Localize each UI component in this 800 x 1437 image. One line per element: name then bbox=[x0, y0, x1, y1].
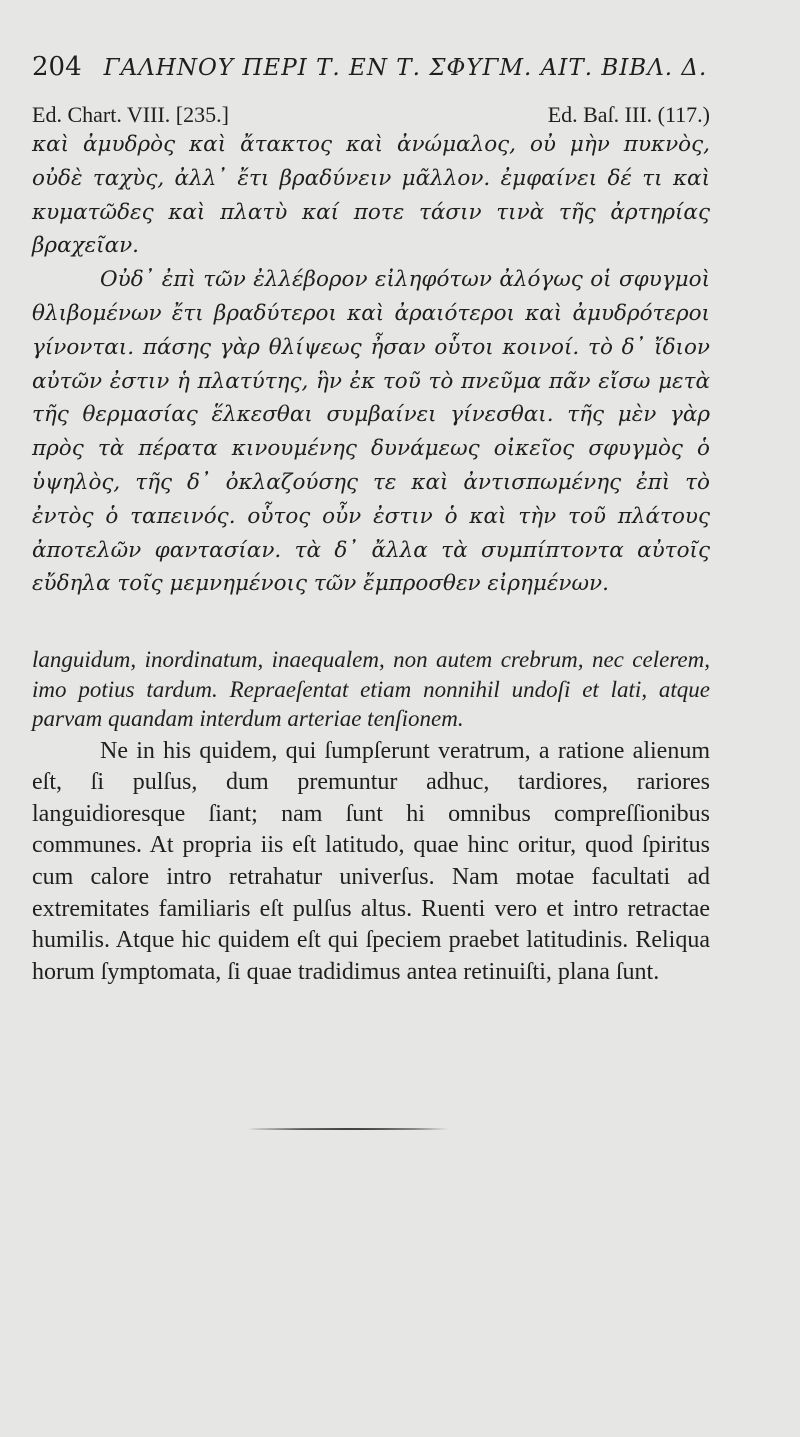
latin-italic-text bbox=[32, 645, 710, 734]
page-header bbox=[32, 52, 710, 82]
edition-right: Ed. Baſ. III. (117.) bbox=[547, 102, 710, 127]
greek-paragraph-2: Οὐδ᾽ ἐπὶ τῶν ἐλλέβορον εἰληφότων ἀλόγως οἱ σφυγμοὶ θλιβομένων ἔτι βραδύτεροι καὶ ἀραιότεροι καὶ ἀμυδρότεροι γίνονται. πάσης γὰρ θλίψεως ἦσαν οὗτοι κοινοί. τὸ δ᾽ ἴδιον αὐτῶν ἐστιν ἡ πλατύτης, ἣν ἐκ τοῦ τὸ πνεῦμα πᾶν εἴσω μετὰ τῆς θερμασίας ἕλκεσθαι συμβαίνει γίνεσθαι. τῆς μὲν γὰρ πρὸς τὰ πέρατα κινουμένης δυνάμεως οἰκεῖος σφυγμὸς ὁ ὑψηλὸς, τῆς δ᾽ ὀκλαζούσης τε καὶ ἀντισπωμένης ἐπὶ τὸ ἐντὸς ὁ ταπεινός. οὗτος οὖν ἐστιν ὁ καὶ τὴν τοῦ πλάτους ἀποτελῶν φαντασίαν. τὰ δ᾽ ἄλλα τὰ συμπίπτοντα αὐτοῖς εὔδηλα τοῖς μεμνημένοις τῶν ἔμπροσθεν εἰρημένων. bbox=[32, 267, 710, 597]
running-title: ΓΑΛΗΝΟΥ ΠΕΡΙ Τ. ΕΝ Τ. ΣΦΥΓΜ. ΑΙΤ. ΒΙΒΛ. Δ. bbox=[103, 55, 708, 81]
section-end-rule bbox=[248, 1127, 448, 1131]
latin-paragraph-1: Ne in his quidem, qui ſumpſerunt veratrum, a ratione alienum eſt, ſi pulſus, dum premuntur adhuc, tardiores, rariores languidioresque ſiant; nam ſunt hi omnibus compreſſionibus communes. At propria iis eſt latitudo, quae hinc oritur, quod ſpiritus cum calore intro retrahatur univerſus. Nam motae facultati ad extremitates familiaris eſt pulſus altus. Ruenti vero et intro retractae humilis. Atque hic quidem eſt qui ſpeciem praebet latitudinis. Reliqua horum ſymptomata, ſi quae tradidimus antea retinuiſti, plana ſunt. bbox=[32, 737, 710, 985]
page-number: 204 bbox=[32, 52, 82, 82]
latin-italic-paragraph-1: languidum, inordinatum, inaequalem, non autem crebrum, nec celerem, imo potius tardum. Repraeſentat etiam nonnihil undoſi et lati, atque parvam quandam interdum arteriae tenſionem. bbox=[32, 647, 710, 732]
edition-left: Ed. Chart. VIII. [235.] bbox=[32, 102, 229, 127]
latin-text bbox=[32, 736, 710, 989]
ornamental-rule-icon bbox=[248, 1127, 448, 1131]
greek-paragraph-1: καὶ ἀμυδρὸς καὶ ἄτακτος καὶ ἀνώμαλος, οὐ μὴν πυκνὸς, οὐδὲ ταχὺς, ἀλλ᾽ ἔτι βραδύνειν μᾶλλον. ἐμφαίνει δέ τι καὶ κυματῶδες καὶ πλατὺ καί ποτε τάσιν τινὰ τῆς ἀρτηρίας βραχεῖαν. bbox=[32, 132, 710, 259]
greek-text bbox=[32, 128, 710, 601]
edition-references bbox=[32, 102, 710, 128]
